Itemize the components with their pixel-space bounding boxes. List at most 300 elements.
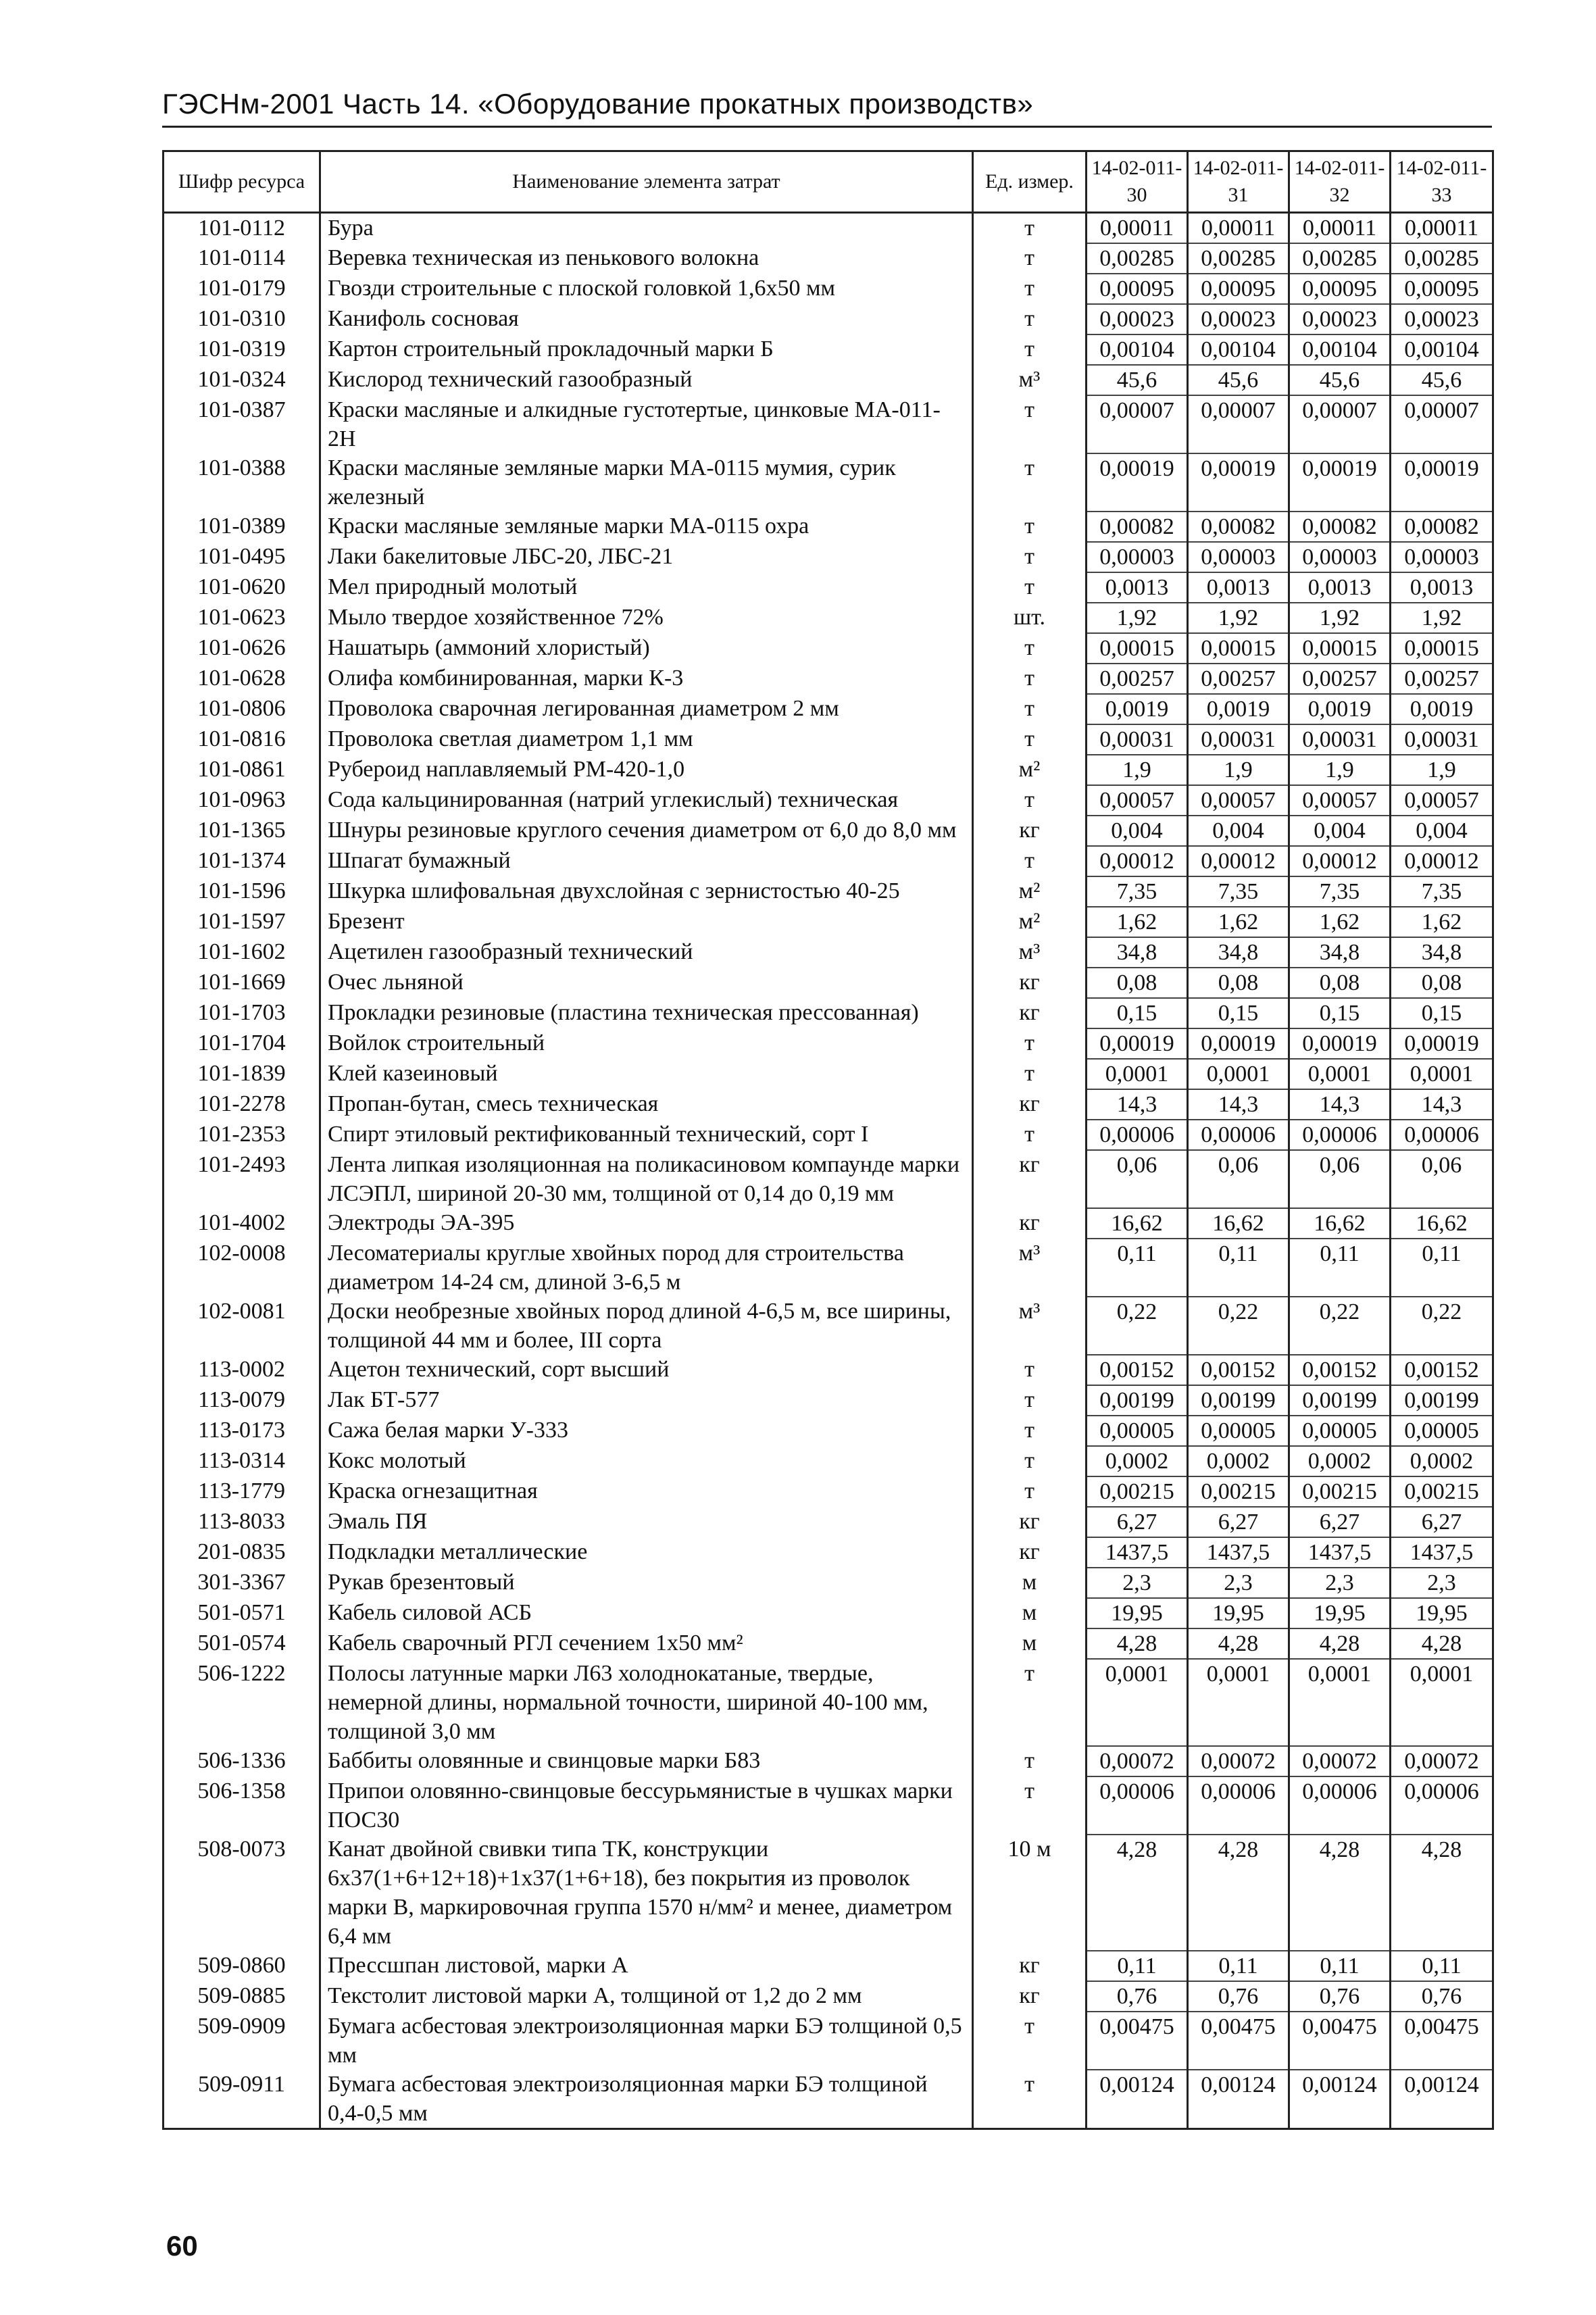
cell-resource-name: Пропан-бутан, смесь техническая — [320, 1089, 973, 1120]
cell-norm-4: 45,6 — [1391, 365, 1493, 395]
cell-norm-1: 0,00006 — [1087, 1776, 1188, 1835]
cell-norm-4: 19,95 — [1391, 1598, 1493, 1628]
cell-norm-4: 0,00011 — [1391, 213, 1493, 244]
cell-unit: кг — [973, 1089, 1087, 1120]
col-header-unit: Ед. измер. — [973, 151, 1087, 213]
cell-resource-code: 101-1374 — [164, 846, 320, 876]
cell-unit: т — [973, 395, 1087, 453]
cell-unit: м — [973, 1568, 1087, 1598]
table-row — [164, 334, 1493, 365]
cell-norm-1: 0,00011 — [1087, 213, 1188, 244]
cell-norm-4: 0,00003 — [1391, 542, 1493, 572]
cell-norm-4: 16,62 — [1391, 1208, 1493, 1239]
cell-resource-name: Баббиты оловянные и свинцовые марки Б83 — [320, 1746, 973, 1776]
cell-norm-2: 0,00082 — [1188, 512, 1289, 542]
table-row — [164, 213, 1493, 244]
cell-norm-1: 0,00124 — [1087, 2070, 1188, 2129]
cell-norm-4: 34,8 — [1391, 937, 1493, 968]
cell-norm-1: 0,00199 — [1087, 1385, 1188, 1416]
cell-norm-2: 1,92 — [1188, 603, 1289, 633]
cell-norm-1: 4,28 — [1087, 1835, 1188, 1951]
cell-norm-3: 0,00006 — [1289, 1776, 1391, 1835]
table-row — [164, 1835, 1493, 1951]
cell-norm-1: 0,00015 — [1087, 633, 1188, 664]
cell-norm-2: 0,00006 — [1188, 1776, 1289, 1835]
cell-unit: кг — [973, 1981, 1087, 2012]
table-row — [164, 365, 1493, 395]
cell-norm-3: 0,00019 — [1289, 1028, 1391, 1059]
cell-norm-3: 0,00475 — [1289, 2012, 1391, 2070]
cell-unit: м² — [973, 907, 1087, 937]
cell-resource-name: Бумага асбестовая электроизоляционная марки БЭ толщиной 0,5 мм — [320, 2012, 973, 2070]
cell-norm-2: 0,00019 — [1188, 453, 1289, 512]
cell-norm-1: 0,00007 — [1087, 395, 1188, 453]
table-row — [164, 1628, 1493, 1659]
cell-resource-name: Сода кальцинированная (натрий углекислый) техническая — [320, 785, 973, 816]
cell-norm-3: 0,11 — [1289, 1239, 1391, 1297]
table-row — [164, 1028, 1493, 1059]
cell-norm-4: 0,00019 — [1391, 1028, 1493, 1059]
cell-norm-4: 0,004 — [1391, 816, 1493, 846]
cell-norm-3: 16,62 — [1289, 1208, 1391, 1239]
cell-norm-4: 0,0001 — [1391, 1059, 1493, 1089]
cell-resource-code: 101-0623 — [164, 603, 320, 633]
cell-resource-code: 113-0079 — [164, 1385, 320, 1416]
cell-unit: м² — [973, 755, 1087, 785]
cell-unit: т — [973, 1028, 1087, 1059]
cell-resource-name: Лента липкая изоляционная на поликасиновом компаунде марки ЛСЭПЛ, шириной 20-30 мм, толщиной от 0,14 до 0,19 мм — [320, 1150, 973, 1208]
cell-unit: кг — [973, 1208, 1087, 1239]
cell-norm-2: 0,00011 — [1188, 213, 1289, 244]
cell-resource-code: 101-0620 — [164, 572, 320, 603]
cell-norm-2: 0,0019 — [1188, 694, 1289, 724]
cell-norm-3: 0,08 — [1289, 968, 1391, 998]
cell-norm-4: 0,08 — [1391, 968, 1493, 998]
cell-resource-name: Прессшпан листовой, марки А — [320, 1951, 973, 1981]
cell-resource-name: Проволока светлая диаметром 1,1 мм — [320, 724, 973, 755]
table-row — [164, 1089, 1493, 1120]
table-row — [164, 572, 1493, 603]
cell-resource-name: Гвозди строительные с плоской головкой 1,6х50 мм — [320, 274, 973, 304]
cell-norm-4: 0,00257 — [1391, 664, 1493, 694]
cell-norm-3: 0,11 — [1289, 1951, 1391, 1981]
table-row — [164, 785, 1493, 816]
cell-norm-4: 0,00285 — [1391, 243, 1493, 274]
cell-norm-4: 0,22 — [1391, 1297, 1493, 1355]
cell-norm-4: 0,00005 — [1391, 1416, 1493, 1446]
cell-resource-name: Шкурка шлифовальная двухслойная с зернистостью 40-25 — [320, 876, 973, 907]
cell-norm-1: 0,00005 — [1087, 1416, 1188, 1446]
cell-norm-1: 34,8 — [1087, 937, 1188, 968]
cell-norm-3: 0,0001 — [1289, 1059, 1391, 1089]
cell-norm-2: 0,004 — [1188, 816, 1289, 846]
cell-resource-name: Лесоматериалы круглые хвойных пород для строительства диаметром 14-24 см, длиной 3-6,5 м — [320, 1239, 973, 1297]
table-row — [164, 1355, 1493, 1385]
table-row — [164, 664, 1493, 694]
cell-norm-1: 0,06 — [1087, 1150, 1188, 1208]
cell-resource-code: 509-0860 — [164, 1951, 320, 1981]
header-rule — [162, 126, 1492, 128]
cell-norm-4: 1,9 — [1391, 755, 1493, 785]
cell-resource-name: Рукав брезентовый — [320, 1568, 973, 1598]
table-row — [164, 846, 1493, 876]
cell-resource-code: 101-0179 — [164, 274, 320, 304]
cell-norm-3: 0,00095 — [1289, 274, 1391, 304]
cell-unit: т — [973, 1355, 1087, 1385]
cell-unit: 10 м — [973, 1835, 1087, 1951]
cell-norm-3: 4,28 — [1289, 1628, 1391, 1659]
table-row — [164, 274, 1493, 304]
table-row — [164, 1568, 1493, 1598]
cell-resource-name: Подкладки металлические — [320, 1537, 973, 1568]
cell-unit: т — [973, 785, 1087, 816]
cell-norm-2: 0,0013 — [1188, 572, 1289, 603]
table-row — [164, 512, 1493, 542]
cell-norm-3: 0,00006 — [1289, 1120, 1391, 1150]
cell-norm-1: 19,95 — [1087, 1598, 1188, 1628]
cell-norm-3: 0,00124 — [1289, 2070, 1391, 2129]
table-row — [164, 755, 1493, 785]
col-header-code: Шифр ресурса — [164, 151, 320, 213]
cell-norm-3: 0,00152 — [1289, 1355, 1391, 1385]
cell-norm-2: 7,35 — [1188, 876, 1289, 907]
cell-resource-code: 101-1602 — [164, 937, 320, 968]
cell-resource-code: 101-2493 — [164, 1150, 320, 1208]
cell-resource-name: Бумага асбестовая электроизоляционная марки БЭ толщиной 0,4-0,5 мм — [320, 2070, 973, 2129]
col-header-norm-4: 14-02-011-33 — [1391, 151, 1493, 213]
cell-unit: т — [973, 1120, 1087, 1150]
cell-norm-2: 0,00015 — [1188, 633, 1289, 664]
cell-unit: т — [973, 724, 1087, 755]
cell-norm-3: 14,3 — [1289, 1089, 1391, 1120]
cell-norm-2: 0,00031 — [1188, 724, 1289, 755]
cell-norm-1: 14,3 — [1087, 1089, 1188, 1120]
cell-norm-3: 0,00057 — [1289, 785, 1391, 816]
cell-unit: т — [973, 1659, 1087, 1746]
cell-resource-code: 102-0081 — [164, 1297, 320, 1355]
cell-norm-3: 0,0019 — [1289, 694, 1391, 724]
cell-norm-2: 0,0001 — [1188, 1659, 1289, 1746]
cell-norm-2: 0,00007 — [1188, 395, 1289, 453]
cell-norm-2: 0,00215 — [1188, 1476, 1289, 1507]
cell-norm-3: 0,0002 — [1289, 1446, 1391, 1476]
cell-norm-2: 0,15 — [1188, 998, 1289, 1028]
cell-unit: т — [973, 1476, 1087, 1507]
table-row — [164, 2012, 1493, 2070]
cell-norm-4: 2,3 — [1391, 1568, 1493, 1598]
cell-unit: т — [973, 213, 1087, 244]
cell-resource-code: 501-0574 — [164, 1628, 320, 1659]
cell-resource-code: 101-2278 — [164, 1089, 320, 1120]
cell-norm-4: 1,62 — [1391, 907, 1493, 937]
cell-norm-4: 6,27 — [1391, 1507, 1493, 1537]
cell-resource-name: Кокс молотый — [320, 1446, 973, 1476]
cell-norm-4: 0,00015 — [1391, 633, 1493, 664]
cell-resource-name: Эмаль ПЯ — [320, 1507, 973, 1537]
table-row — [164, 1059, 1493, 1089]
cell-norm-1: 45,6 — [1087, 365, 1188, 395]
cell-resource-name: Текстолит листовой марки А, толщиной от 1,2 до 2 мм — [320, 1981, 973, 2012]
cell-resource-name: Войлок строительный — [320, 1028, 973, 1059]
cell-norm-1: 0,00475 — [1087, 2012, 1188, 2070]
cell-norm-3: 4,28 — [1289, 1835, 1391, 1951]
cell-norm-3: 0,00082 — [1289, 512, 1391, 542]
cell-unit: т — [973, 304, 1087, 334]
table-row — [164, 395, 1493, 453]
cell-unit: м — [973, 1598, 1087, 1628]
cell-norm-4: 0,0002 — [1391, 1446, 1493, 1476]
cell-norm-1: 0,08 — [1087, 968, 1188, 998]
cell-unit: м³ — [973, 937, 1087, 968]
cell-norm-1: 1,9 — [1087, 755, 1188, 785]
cell-norm-4: 0,00006 — [1391, 1120, 1493, 1150]
cell-norm-1: 0,00072 — [1087, 1746, 1188, 1776]
table-row — [164, 968, 1493, 998]
cell-norm-1: 0,00215 — [1087, 1476, 1188, 1507]
cell-norm-1: 1,92 — [1087, 603, 1188, 633]
cell-norm-1: 0,22 — [1087, 1297, 1188, 1355]
cell-norm-3: 0,0001 — [1289, 1659, 1391, 1746]
cell-norm-3: 45,6 — [1289, 365, 1391, 395]
cell-norm-4: 0,00057 — [1391, 785, 1493, 816]
cell-resource-code: 101-0114 — [164, 243, 320, 274]
cell-resource-code: 101-4002 — [164, 1208, 320, 1239]
cell-norm-2: 1437,5 — [1188, 1537, 1289, 1568]
cell-resource-code: 301-3367 — [164, 1568, 320, 1598]
table-body — [164, 213, 1493, 2129]
cell-norm-2: 0,11 — [1188, 1239, 1289, 1297]
cell-norm-2: 0,00072 — [1188, 1746, 1289, 1776]
cell-unit: т — [973, 1416, 1087, 1446]
cell-norm-3: 0,004 — [1289, 816, 1391, 846]
table-row — [164, 937, 1493, 968]
cell-norm-1: 0,00006 — [1087, 1120, 1188, 1150]
cell-resource-code: 113-0002 — [164, 1355, 320, 1385]
cell-norm-2: 0,00104 — [1188, 334, 1289, 365]
cell-norm-1: 7,35 — [1087, 876, 1188, 907]
cell-norm-4: 0,00072 — [1391, 1746, 1493, 1776]
cell-norm-1: 0,00023 — [1087, 304, 1188, 334]
table-row — [164, 724, 1493, 755]
table-row — [164, 243, 1493, 274]
table-row — [164, 907, 1493, 937]
cell-norm-4: 0,15 — [1391, 998, 1493, 1028]
cell-unit: кг — [973, 1507, 1087, 1537]
cell-resource-code: 506-1222 — [164, 1659, 320, 1746]
cell-norm-1: 1437,5 — [1087, 1537, 1188, 1568]
cell-norm-2: 0,00152 — [1188, 1355, 1289, 1385]
cell-resource-code: 101-1703 — [164, 998, 320, 1028]
cell-norm-2: 4,28 — [1188, 1628, 1289, 1659]
cell-norm-2: 45,6 — [1188, 365, 1289, 395]
cell-norm-1: 0,15 — [1087, 998, 1188, 1028]
cell-resource-name: Ацетон технический, сорт высший — [320, 1355, 973, 1385]
cell-resource-name: Брезент — [320, 907, 973, 937]
cell-resource-code: 101-1365 — [164, 816, 320, 846]
cell-norm-2: 0,00095 — [1188, 274, 1289, 304]
cell-norm-1: 0,0019 — [1087, 694, 1188, 724]
table-row — [164, 603, 1493, 633]
cell-unit: кг — [973, 1537, 1087, 1568]
cell-norm-4: 0,00006 — [1391, 1776, 1493, 1835]
cell-norm-4: 0,00031 — [1391, 724, 1493, 755]
cell-resource-code: 101-0389 — [164, 512, 320, 542]
cell-unit: т — [973, 542, 1087, 572]
cell-norm-3: 1,92 — [1289, 603, 1391, 633]
cell-norm-4: 0,11 — [1391, 1239, 1493, 1297]
cell-resource-name: Шпагат бумажный — [320, 846, 973, 876]
table-row — [164, 1981, 1493, 2012]
cell-norm-3: 0,00285 — [1289, 243, 1391, 274]
cell-unit: м³ — [973, 365, 1087, 395]
cell-norm-1: 0,0013 — [1087, 572, 1188, 603]
cell-norm-3: 0,06 — [1289, 1150, 1391, 1208]
cell-resource-code: 101-0816 — [164, 724, 320, 755]
cell-resource-name: Клей казеиновый — [320, 1059, 973, 1089]
cell-norm-4: 0,00152 — [1391, 1355, 1493, 1385]
cell-norm-2: 0,22 — [1188, 1297, 1289, 1355]
table-row — [164, 1659, 1493, 1746]
cell-norm-2: 0,00005 — [1188, 1416, 1289, 1446]
cell-norm-3: 1437,5 — [1289, 1537, 1391, 1568]
cell-norm-2: 0,06 — [1188, 1150, 1289, 1208]
cell-norm-1: 0,00031 — [1087, 724, 1188, 755]
cell-norm-2: 6,27 — [1188, 1507, 1289, 1537]
table-row — [164, 2070, 1493, 2129]
table-row — [164, 876, 1493, 907]
cell-norm-1: 0,11 — [1087, 1951, 1188, 1981]
cell-norm-3: 34,8 — [1289, 937, 1391, 968]
cell-norm-2: 0,76 — [1188, 1981, 1289, 2012]
cell-norm-3: 0,0013 — [1289, 572, 1391, 603]
cell-norm-4: 0,00082 — [1391, 512, 1493, 542]
cell-resource-code: 506-1336 — [164, 1746, 320, 1776]
cell-norm-3: 0,00011 — [1289, 213, 1391, 244]
cell-norm-2: 1,9 — [1188, 755, 1289, 785]
cell-resource-name: Проволока сварочная легированная диаметром 2 мм — [320, 694, 973, 724]
cell-norm-3: 0,22 — [1289, 1297, 1391, 1355]
cell-resource-name: Рубероид наплавляемый РМ-420-1,0 — [320, 755, 973, 785]
cell-unit: кг — [973, 816, 1087, 846]
cell-unit: т — [973, 334, 1087, 365]
col-header-norm-3: 14-02-011-32 — [1289, 151, 1391, 213]
cell-norm-3: 2,3 — [1289, 1568, 1391, 1598]
table-row — [164, 1416, 1493, 1446]
cell-norm-4: 0,00023 — [1391, 304, 1493, 334]
table-row — [164, 694, 1493, 724]
cell-resource-name: Мыло твердое хозяйственное 72% — [320, 603, 973, 633]
table-row — [164, 816, 1493, 846]
cell-resource-name: Нашатырь (аммоний хлористый) — [320, 633, 973, 664]
cell-resource-code: 101-0628 — [164, 664, 320, 694]
cell-resource-name: Доски необрезные хвойных пород длиной 4-6,5 м, все ширины, толщиной 44 мм и более, III сорта — [320, 1297, 973, 1355]
cell-norm-1: 0,0001 — [1087, 1059, 1188, 1089]
cell-unit: т — [973, 2012, 1087, 2070]
cell-unit: т — [973, 846, 1087, 876]
cell-norm-3: 1,62 — [1289, 907, 1391, 937]
cell-resource-name: Краски масляные земляные марки МА-0115 охра — [320, 512, 973, 542]
cell-resource-code: 101-0310 — [164, 304, 320, 334]
cell-resource-name: Краски масляные и алкидные густотертые, цинковые МА-011-2Н — [320, 395, 973, 453]
table-row — [164, 1507, 1493, 1537]
page-header: ГЭСНм-2001 Часть 14. «Оборудование прокатных производств» — [162, 88, 1034, 120]
cell-unit: т — [973, 453, 1087, 512]
cell-norm-1: 4,28 — [1087, 1628, 1188, 1659]
table-row — [164, 1385, 1493, 1416]
cell-resource-code: 101-1704 — [164, 1028, 320, 1059]
cell-resource-name: Краска огнезащитная — [320, 1476, 973, 1507]
table-row — [164, 1598, 1493, 1628]
cell-resource-code: 101-0387 — [164, 395, 320, 453]
cell-norm-4: 4,28 — [1391, 1835, 1493, 1951]
cell-norm-4: 0,00095 — [1391, 274, 1493, 304]
cell-resource-name: Электроды ЭА-395 — [320, 1208, 973, 1239]
cell-norm-1: 0,004 — [1087, 816, 1188, 846]
cell-unit: м³ — [973, 1239, 1087, 1297]
cell-resource-code: 501-0571 — [164, 1598, 320, 1628]
cell-norm-1: 0,00003 — [1087, 542, 1188, 572]
cell-norm-2: 0,0001 — [1188, 1059, 1289, 1089]
cell-norm-4: 14,3 — [1391, 1089, 1493, 1120]
cell-norm-3: 0,00019 — [1289, 453, 1391, 512]
cell-norm-4: 0,0001 — [1391, 1659, 1493, 1746]
cell-resource-code: 102-0008 — [164, 1239, 320, 1297]
cell-resource-name: Припои оловянно-свинцовые бессурьмянистые в чушках марки ПОС30 — [320, 1776, 973, 1835]
table-row — [164, 542, 1493, 572]
cell-resource-code: 113-8033 — [164, 1507, 320, 1537]
cell-norm-1: 0,00095 — [1087, 274, 1188, 304]
cell-norm-4: 1437,5 — [1391, 1537, 1493, 1568]
cell-norm-2: 0,0002 — [1188, 1446, 1289, 1476]
cell-norm-2: 0,00199 — [1188, 1385, 1289, 1416]
cell-norm-4: 0,0013 — [1391, 572, 1493, 603]
cell-unit: кг — [973, 1951, 1087, 1981]
cell-unit: т — [973, 572, 1087, 603]
cell-unit: т — [973, 1059, 1087, 1089]
cell-norm-4: 7,35 — [1391, 876, 1493, 907]
page-number: 60 — [166, 2230, 198, 2262]
cell-unit: т — [973, 243, 1087, 274]
cell-norm-4: 0,00104 — [1391, 334, 1493, 365]
cell-unit: т — [973, 1776, 1087, 1835]
table-row — [164, 1150, 1493, 1208]
cell-norm-4: 0,00215 — [1391, 1476, 1493, 1507]
cell-resource-code: 101-1839 — [164, 1059, 320, 1089]
cell-resource-code: 101-0324 — [164, 365, 320, 395]
cell-resource-code: 201-0835 — [164, 1537, 320, 1568]
cell-unit: кг — [973, 998, 1087, 1028]
cell-resource-name: Кабель сварочный РГЛ сечением 1х50 мм² — [320, 1628, 973, 1659]
cell-norm-2: 0,00003 — [1188, 542, 1289, 572]
cell-unit: т — [973, 664, 1087, 694]
cell-norm-1: 0,00257 — [1087, 664, 1188, 694]
table-row — [164, 453, 1493, 512]
cell-resource-name: Лаки бакелитовые ЛБС-20, ЛБС-21 — [320, 542, 973, 572]
resource-table — [162, 150, 1494, 2130]
cell-unit: шт. — [973, 603, 1087, 633]
cell-norm-1: 0,00012 — [1087, 846, 1188, 876]
cell-norm-3: 7,35 — [1289, 876, 1391, 907]
cell-norm-3: 6,27 — [1289, 1507, 1391, 1537]
cell-norm-3: 1,9 — [1289, 755, 1391, 785]
cell-norm-1: 0,00019 — [1087, 453, 1188, 512]
cell-norm-3: 0,00031 — [1289, 724, 1391, 755]
cell-norm-2: 4,28 — [1188, 1835, 1289, 1951]
cell-resource-code: 101-0388 — [164, 453, 320, 512]
table-row — [164, 998, 1493, 1028]
cell-resource-name: Полосы латунные марки Л63 холоднокатаные, твердые, немерной длины, нормальной точности, шириной 40-100 мм, толщиной 3,0 мм — [320, 1659, 973, 1746]
cell-norm-1: 0,0002 — [1087, 1446, 1188, 1476]
